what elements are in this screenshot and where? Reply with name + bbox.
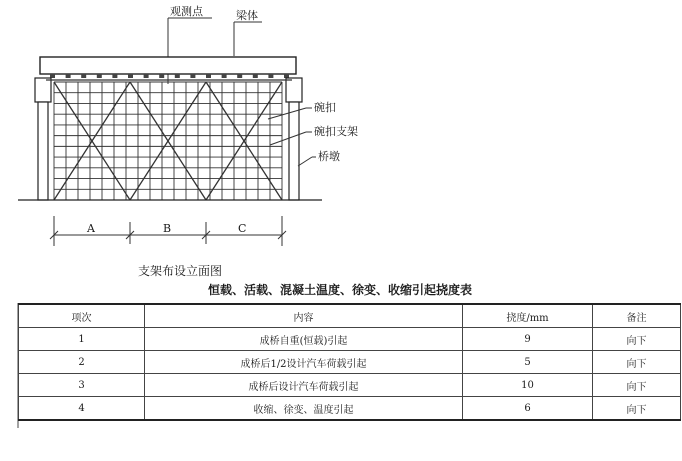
table-row <box>19 374 681 397</box>
beam-body-label: 梁体 <box>236 9 258 22</box>
header-remark: 备注 <box>593 304 681 328</box>
observation-point-marker <box>97 74 102 78</box>
observation-point-marker <box>253 74 258 78</box>
span-label-b: B <box>163 222 172 235</box>
observation-point-marker <box>268 74 273 78</box>
beam-body-leader <box>234 22 262 56</box>
right-pier <box>286 78 302 200</box>
cell-item-no: 4 <box>19 397 145 421</box>
beam-body <box>40 57 296 74</box>
bowl-buckle-label: 碗扣 <box>314 101 336 114</box>
table-title: 恒载、活载、混凝土温度、徐变、收缩引起挠度表 <box>208 283 473 297</box>
cell-item-no: 2 <box>19 351 145 374</box>
span-label-a: A <box>87 222 95 235</box>
cell-remark: 向下 <box>593 351 681 374</box>
observation-point-label: 观测点 <box>170 5 203 18</box>
deflection-table <box>18 303 681 421</box>
cell-deflection: 9 <box>463 328 593 351</box>
cell-content: 收缩、徐变、温度引起 <box>145 397 463 421</box>
observation-point-marker <box>112 74 117 78</box>
table-row <box>19 328 681 351</box>
observation-point-marker <box>144 74 149 78</box>
left-pier <box>35 78 51 200</box>
span-label-c: C <box>238 222 247 235</box>
observation-point-marker <box>237 74 242 78</box>
cell-remark: 向下 <box>593 397 681 421</box>
cell-deflection: 10 <box>463 374 593 397</box>
pier-label: 桥墩 <box>318 150 340 163</box>
cell-content: 成桥自重(恒载)引起 <box>145 328 463 351</box>
bowl-buckle-scaffold <box>46 80 292 200</box>
observation-point-marker <box>190 74 195 78</box>
observation-point-marker <box>81 74 86 78</box>
observation-point-marker <box>128 74 133 78</box>
bowl-buckle-support-label: 碗扣支架 <box>314 125 358 138</box>
observation-point-marker <box>159 74 164 78</box>
cell-item-no: 3 <box>19 374 145 397</box>
table-header-row <box>19 304 681 328</box>
cell-remark: 向下 <box>593 328 681 351</box>
diagram-caption: 支架布设立面图 <box>138 264 223 278</box>
observation-point-marker <box>222 74 227 78</box>
observation-point-marker <box>206 74 211 78</box>
table-row <box>19 351 681 374</box>
cell-item-no: 1 <box>19 328 145 351</box>
table-row <box>19 397 681 421</box>
observation-point-marker <box>66 74 71 78</box>
header-content: 内容 <box>145 304 463 328</box>
cell-content: 成桥后设计汽车荷载引起 <box>145 374 463 397</box>
cell-remark: 向下 <box>593 374 681 397</box>
cell-deflection: 6 <box>463 397 593 421</box>
header-deflection: 挠度/mm <box>463 304 593 328</box>
cell-deflection: 5 <box>463 351 593 374</box>
header-item-no: 项次 <box>19 304 145 328</box>
cell-content: 成桥后1/2设计汽车荷载引起 <box>145 351 463 374</box>
observation-point-marker <box>175 74 180 78</box>
